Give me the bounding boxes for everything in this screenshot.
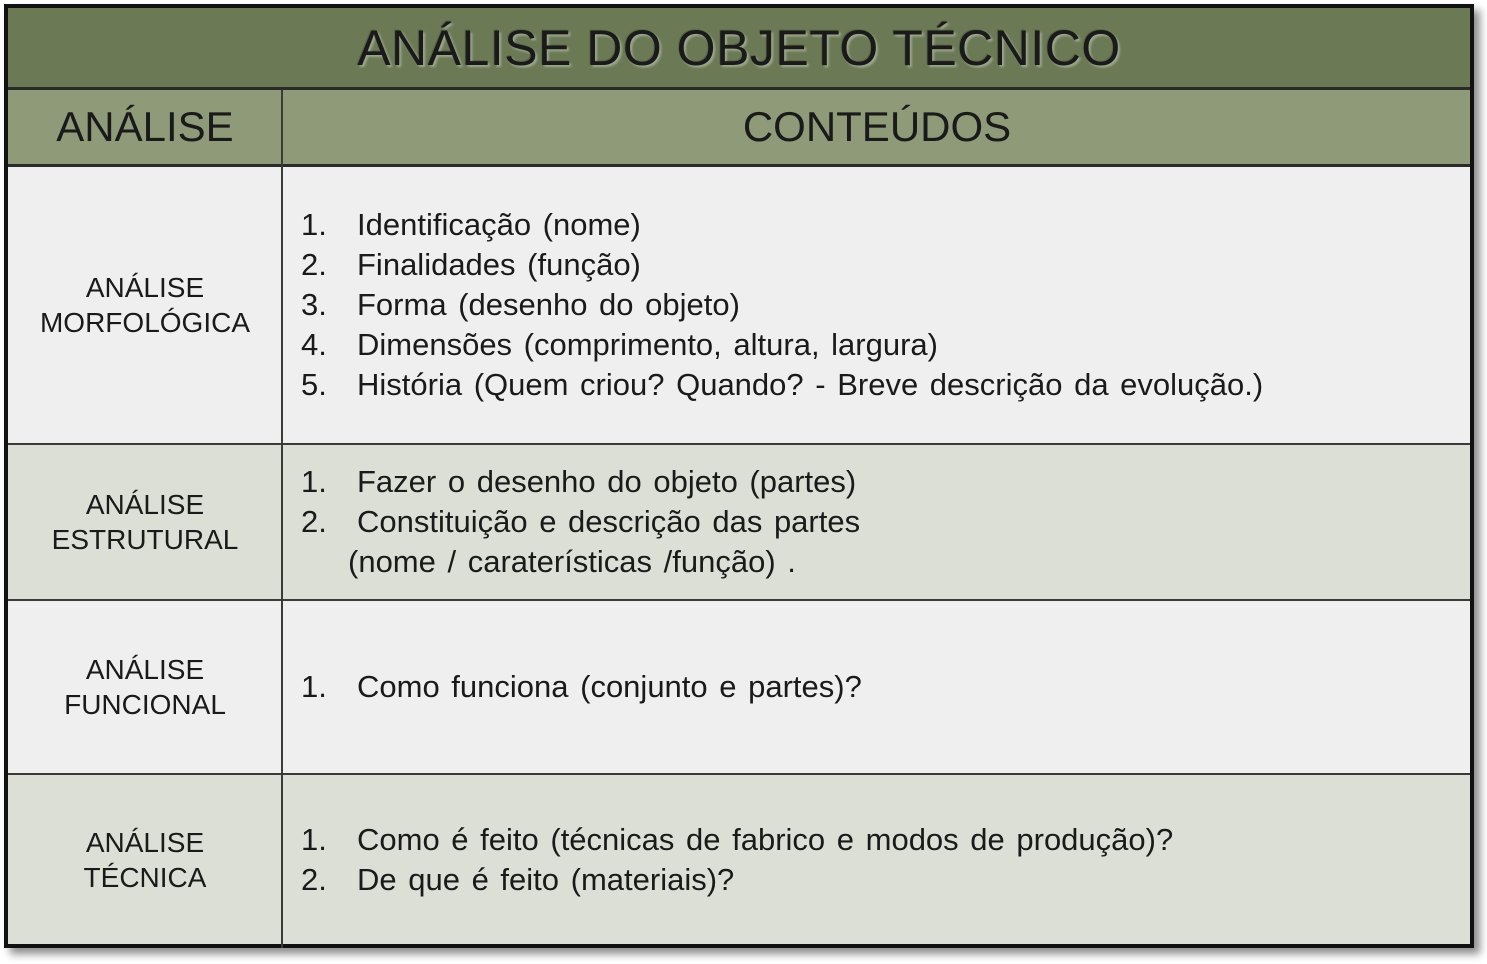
- list-text: Fazer o desenho do objeto (partes): [357, 464, 857, 499]
- table-row-funcional: [8, 601, 1470, 775]
- table-row-estrutural: [8, 445, 1470, 601]
- list-number: 2.: [301, 861, 327, 897]
- list-item: [284, 820, 1470, 860]
- list-item: [284, 365, 1470, 405]
- list-continuation: (nome / caraterísticas /função) .: [348, 544, 796, 579]
- row-content: [284, 167, 1470, 443]
- table-row-morfologica: [8, 167, 1470, 445]
- list-item: [284, 285, 1470, 325]
- row-label: [8, 445, 282, 599]
- row-label-line1: ANÁLISE: [85, 272, 205, 303]
- row-content: [284, 775, 1470, 944]
- list-text: Identificação (nome): [357, 207, 641, 242]
- list-text: Finalidades (função): [357, 247, 641, 282]
- row-label-line1: ANÁLISE: [85, 654, 205, 685]
- row-label: [8, 775, 282, 944]
- list-item: [284, 502, 1470, 542]
- list-number: 4.: [301, 327, 327, 362]
- list-number: 1.: [301, 464, 327, 499]
- list-text: Dimensões (comprimento, altura, largura): [357, 327, 938, 362]
- row-label: [8, 167, 282, 443]
- list-text: Constituição e descrição das partes: [357, 504, 861, 539]
- list-item: [284, 462, 1470, 502]
- list-item: [284, 860, 1470, 900]
- column-divider: [281, 90, 283, 948]
- table-title-bar: [8, 8, 1470, 90]
- list-number: 1.: [301, 821, 327, 857]
- table-title: ANÁLISE DO OBJETO TÉCNICO: [357, 19, 1121, 76]
- row-label-line2: MORFOLÓGICA: [39, 307, 250, 338]
- row-content: [284, 601, 1470, 773]
- row-label-line1: ANÁLISE: [85, 826, 205, 858]
- list-number: 3.: [301, 287, 327, 322]
- list-text: Como é feito (técnicas de fabrico e modos de produção)?: [357, 821, 1174, 857]
- row-label-line2: FUNCIONAL: [64, 689, 226, 720]
- list-text: Forma (desenho do objeto): [357, 287, 740, 322]
- list-text: De que é feito (materiais)?: [357, 861, 735, 897]
- list-number: 5.: [301, 367, 327, 402]
- list-item: [284, 205, 1470, 245]
- list-text: Como funciona (conjunto e partes)?: [357, 669, 862, 704]
- header-row: [8, 90, 1470, 167]
- list-number: 1.: [301, 669, 327, 704]
- list-number: 2.: [301, 247, 327, 282]
- list-item: [284, 325, 1470, 365]
- list-item: [284, 245, 1470, 285]
- table-frame: [4, 4, 1474, 948]
- list-number: 1.: [301, 207, 327, 242]
- list-number: 2.: [301, 504, 327, 539]
- row-label-line2: TÉCNICA: [83, 861, 207, 893]
- row-label-line2: ESTRUTURAL: [51, 524, 239, 555]
- header-analise: ANÁLISE: [56, 103, 234, 150]
- row-label-line1: ANÁLISE: [85, 489, 205, 520]
- row-label: [8, 601, 282, 773]
- list-item: [284, 667, 1470, 707]
- table-row-tecnica: [8, 775, 1470, 944]
- list-text: História (Quem criou? Quando? - Breve descrição da evolução.): [357, 367, 1264, 402]
- row-content: [284, 445, 1470, 599]
- header-conteudos: CONTEÚDOS: [742, 103, 1012, 150]
